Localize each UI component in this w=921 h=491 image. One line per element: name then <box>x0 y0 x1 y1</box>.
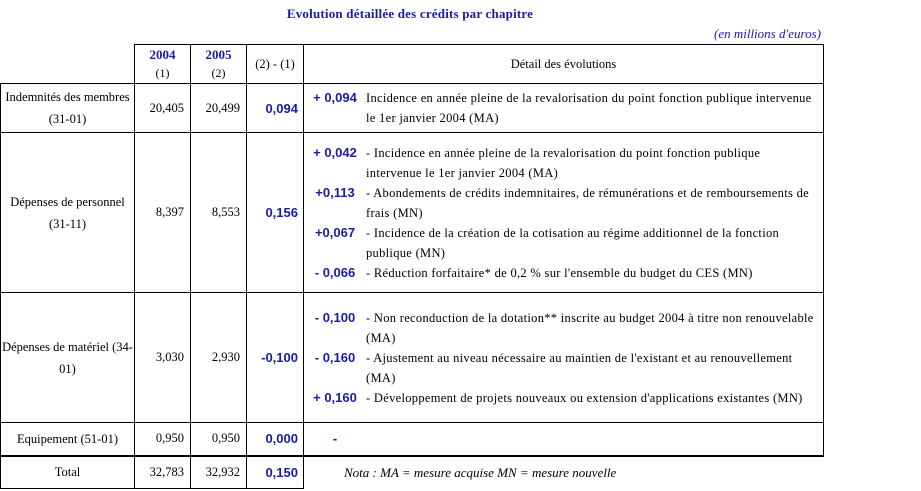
detail-amount: + 0,042 <box>313 144 357 160</box>
header-2004-sub: (1) <box>155 66 170 80</box>
detail-item <box>304 308 823 348</box>
value-2005: 2,930 <box>191 293 247 423</box>
header-detail: Détail des évolutions <box>304 45 824 84</box>
header-2005-sub: (2) <box>211 66 226 80</box>
detail-text: - Non reconduction de la dotation** inscrite au budget 2004 à titre non renouvelable (MA) <box>366 310 814 345</box>
row-label: Equipement (51-01) <box>1 423 135 456</box>
detail-item <box>304 88 823 128</box>
value-diff: -0,100 <box>247 293 304 423</box>
table-row <box>1 84 824 133</box>
header-2004-label: 2004 <box>149 47 176 62</box>
detail-text: - Développement de projets nouveaux ou extension d'applications existantes (MN) <box>366 390 803 405</box>
detail-item <box>304 143 823 183</box>
detail-amount: - 0,066 <box>314 264 356 280</box>
value-2004: 20,405 <box>135 84 191 133</box>
table-row <box>1 133 824 293</box>
credits-table <box>0 44 824 489</box>
total-diff: 0,150 <box>247 456 304 489</box>
unit-note: (en millions d'euros) <box>713 26 821 41</box>
detail-text: - Abondements de crédits indemnitaires, de rémunérations et de remboursements de frais (MN) <box>366 185 809 220</box>
detail-text: - Réduction forfaitaire* de 0,2 % sur l'ensemble du budget du CES (MN) <box>366 265 753 280</box>
table-row <box>1 423 824 456</box>
row-label: Dépenses de matériel (34-01) <box>1 293 135 423</box>
detail-item <box>304 263 823 283</box>
value-diff: 0,000 <box>247 423 304 456</box>
total-2004: 32,783 <box>135 456 191 489</box>
value-2004: 3,030 <box>135 293 191 423</box>
detail-amount: + 0,094 <box>313 90 357 105</box>
detail-item <box>304 348 823 388</box>
value-2004: 0,950 <box>135 423 191 456</box>
detail-amount: +0,067 <box>314 224 356 240</box>
header-row <box>1 45 824 84</box>
detail-amount: - <box>332 430 338 446</box>
document-title: Evolution détaillée des crédits par chapitre <box>286 6 534 21</box>
value-diff: 0,156 <box>247 133 304 293</box>
detail-text: - Ajustement au niveau nécessaire au maintien de l'existant et au renouvellement (MA) <box>366 350 793 385</box>
detail-item <box>304 429 823 449</box>
value-2004: 8,397 <box>135 133 191 293</box>
detail-cell <box>304 423 824 456</box>
detail-item <box>304 183 823 223</box>
value-2005: 8,553 <box>191 133 247 293</box>
detail-text: - Incidence de la création de la cotisation au régime additionnel de la fonction publique (MN) <box>366 225 780 260</box>
detail-amount: +0,113 <box>315 184 355 200</box>
nota-note: Nota : MA = mesure acquise MN = mesure nouvelle <box>344 464 617 480</box>
header-2005-label: 2005 <box>205 47 232 62</box>
total-2005: 32,932 <box>191 456 247 489</box>
detail-item <box>304 223 823 263</box>
table-row <box>1 293 824 423</box>
header-2004 <box>135 45 191 84</box>
value-diff: 0,094 <box>247 84 304 133</box>
detail-amount: + 0,160 <box>313 389 357 405</box>
header-2005 <box>191 45 247 84</box>
value-2005: 0,950 <box>191 423 247 456</box>
detail-cell <box>304 84 824 133</box>
detail-amount: - 0,100 <box>314 309 356 325</box>
value-2005: 20,499 <box>191 84 247 133</box>
detail-cell <box>304 133 824 293</box>
detail-cell <box>304 293 824 423</box>
detail-item <box>304 388 823 408</box>
detail-text: Incidence en année pleine de la revalorisation du point fonction publique intervenue le 1er janvier 2004 (MA) <box>366 91 812 125</box>
header-empty-cell <box>1 45 135 84</box>
row-label: Dépenses de personnel (31-11) <box>1 133 135 293</box>
detail-amount: - 0,160 <box>314 349 356 365</box>
total-label: Total <box>1 456 135 489</box>
header-diff: (2) - (1) <box>247 45 304 84</box>
detail-text: - Incidence en année pleine de la revalorisation du point fonction publique intervenue le 1er janvier 2004 (MA) <box>366 145 761 180</box>
row-label: Indemnités des membres (31-01) <box>1 84 135 133</box>
total-row <box>1 456 824 489</box>
